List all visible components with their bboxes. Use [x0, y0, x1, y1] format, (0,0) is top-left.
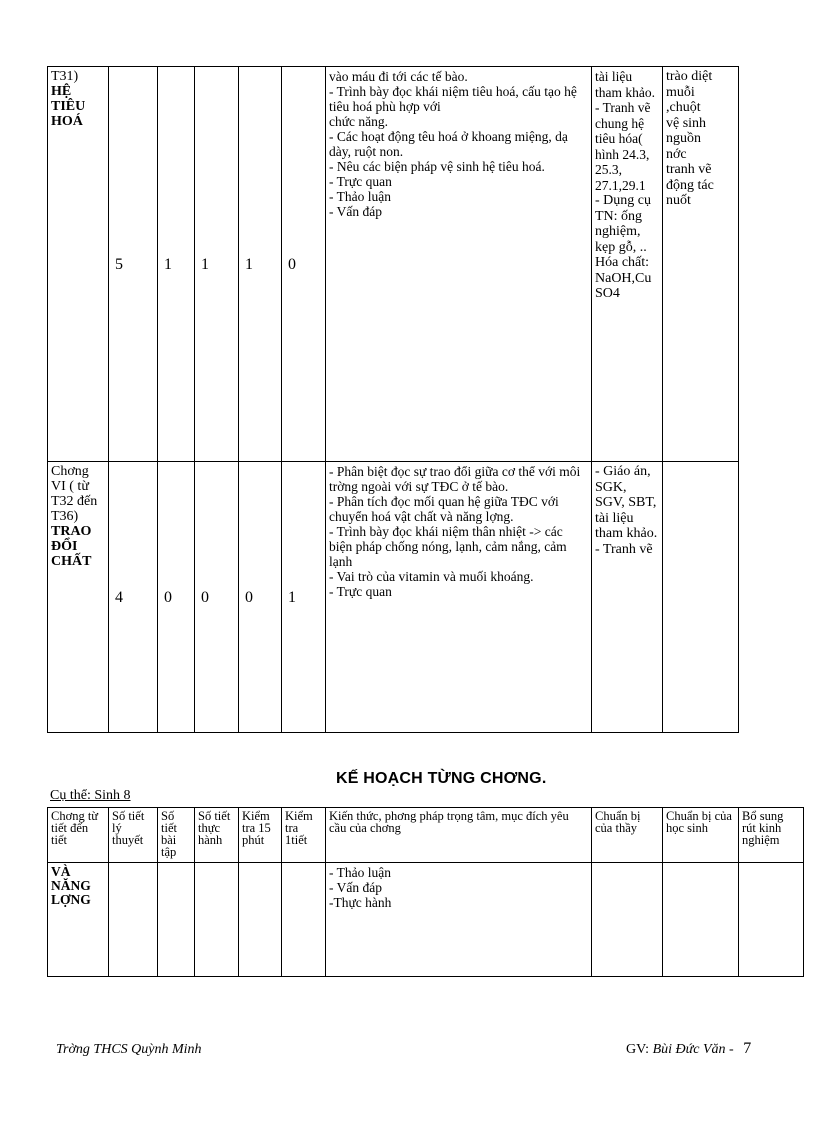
- content-line: - Các hoạt động têu hoá ở khoang miệng, dạ: [329, 129, 568, 144]
- prep-line: động tác: [666, 177, 714, 193]
- empty-cell: [195, 863, 239, 977]
- student-prep-cell: [663, 462, 739, 733]
- footer-teacher: [626, 1040, 751, 1058]
- content-line: tiêu hoá phù hợp với: [329, 99, 441, 114]
- prep-line: SGK,: [595, 479, 627, 495]
- content-line: - Nêu các biện pháp vệ sinh hệ tiêu hoá.: [329, 159, 545, 174]
- prep-line: SGV, SBT,: [595, 495, 657, 510]
- content-line: - Phân biệt đọc sự trao đổi giữa cơ thể với môi: [329, 464, 581, 479]
- theory-count: 5: [109, 67, 158, 462]
- prep-line: tham khảo.: [595, 84, 655, 100]
- practice-count: 1: [195, 67, 239, 462]
- column-header: Chuẩn bị của thầy: [592, 808, 663, 863]
- empty-cell: [663, 863, 739, 977]
- content-line: chuyển hoá vật chất và năng lợng.: [329, 509, 514, 524]
- prep-line: muỗi: [666, 84, 695, 100]
- chapter-name: HỆ TIÊU HOÁ: [51, 84, 86, 129]
- content-line: biện pháp chống nóng, lạnh, cảm nắng, cảm: [329, 539, 567, 554]
- column-header: Kiến thức, phơng pháp trọng tâm, mục đích yêu cầu của chơng: [326, 808, 592, 863]
- empty-cell: [739, 863, 804, 977]
- content-line: - Vấn đáp: [329, 204, 382, 219]
- empty-cell: [109, 863, 158, 977]
- chapter-code: T31): [51, 69, 79, 84]
- teacher-prep-cell: [592, 462, 663, 733]
- empty-cell: [158, 863, 195, 977]
- prep-line: nớc: [666, 146, 687, 162]
- chapter-code: Chơng VI ( từ T32 đến T36): [51, 464, 98, 524]
- test1-count: 1: [282, 462, 326, 733]
- chapter-name: VÀ NĂNG LỢNG: [48, 863, 109, 977]
- prep-line: chung hệ: [595, 115, 645, 131]
- prep-line: nghiệm,: [595, 224, 641, 239]
- prep-line: Hóa chất:: [595, 255, 650, 270]
- subject-label: Cụ thể: Sinh 8: [50, 788, 131, 803]
- prep-line: tiêu hóa(: [595, 131, 643, 146]
- content-line: - Trình bày đọc khái niệm thân nhiệt -> các: [329, 524, 563, 539]
- content-line: -Thực hành: [329, 895, 392, 910]
- theory-count: 4: [109, 462, 158, 733]
- prep-line: - Giáo án,: [595, 464, 651, 479]
- column-header: Chuẩn bị của học sinh: [663, 808, 739, 863]
- prep-line: - Tranh vẽ: [595, 541, 653, 557]
- prep-line: 27.1,29.1: [595, 177, 646, 193]
- prep-line: NaOH,Cu: [595, 270, 652, 286]
- chapter-cell: [48, 67, 109, 462]
- column-header: Số tiết bài tập: [158, 808, 195, 863]
- prep-line: 25.3,: [595, 162, 622, 177]
- content-line: trờng ngoài với sự TĐC ở tế bào.: [329, 479, 509, 494]
- content-line: lạnh: [329, 554, 353, 569]
- column-header: Số tiết thực hành: [195, 808, 239, 863]
- prep-line: tài liệu: [595, 510, 634, 526]
- page-number: 7: [743, 1040, 752, 1057]
- content-line: - Phân tích đọc mối quan hệ giữa TĐC với: [329, 494, 559, 509]
- test15-count: 0: [239, 462, 282, 733]
- prep-line: kẹp gỗ, ..: [595, 239, 647, 255]
- content-line: - Trình bày đọc khái niệm tiêu hoá, cấu tạo hệ: [329, 84, 577, 99]
- content-cell: [326, 462, 592, 733]
- plan-heading: KẾ HOẠCH TỪNG CHƠNG.: [336, 770, 547, 787]
- empty-cell: [239, 863, 282, 977]
- table-row: [48, 462, 739, 733]
- test1-count: 0: [282, 67, 326, 462]
- empty-cell: [592, 863, 663, 977]
- prep-line: tranh vẽ: [666, 162, 712, 177]
- prep-line: - Dụng cụ: [595, 193, 651, 208]
- content-cell: [326, 863, 592, 977]
- content-line: chức năng.: [329, 114, 389, 129]
- prep-line: vệ sinh: [666, 115, 707, 131]
- header-row: [48, 808, 804, 863]
- prep-line: tham khảo.: [595, 526, 658, 541]
- exercise-count: 1: [158, 67, 195, 462]
- table-row: [48, 67, 739, 462]
- empty-cell: [282, 863, 326, 977]
- table-row: [48, 863, 804, 977]
- footer-school: Trờng THCS Quỳnh Minh: [56, 1042, 202, 1057]
- content-line: - Trực quan: [329, 174, 392, 189]
- prep-line: tài liệu: [595, 69, 633, 84]
- prep-line: trào diệt: [666, 69, 713, 84]
- test15-count: 1: [239, 67, 282, 462]
- content-line: - Vấn đáp: [329, 880, 382, 895]
- prep-line: hình 24.3,: [595, 146, 650, 162]
- prep-line: ,chuột: [666, 100, 701, 115]
- chapter-name: TRAO ĐỔI CHẤT: [51, 524, 92, 569]
- column-header: Bổ sung rút kinh nghiệm: [739, 808, 804, 863]
- teacher-prep-cell: [592, 67, 663, 462]
- column-header: Kiểm tra 1tiết: [282, 808, 326, 863]
- prep-line: - Tranh vẽ: [595, 100, 651, 115]
- chapter-cell: [48, 462, 109, 733]
- content-line: - Thảo luận: [329, 189, 391, 204]
- prep-line: SO4: [595, 286, 620, 301]
- exercise-count: 0: [158, 462, 195, 733]
- column-header: Số tiết lý thuyết: [109, 808, 158, 863]
- content-line: - Trực quan: [329, 584, 392, 599]
- content-line: - Thảo luận: [329, 865, 391, 880]
- content-line: vào máu đi tới các tế bào.: [329, 69, 468, 84]
- practice-count: 0: [195, 462, 239, 733]
- content-line: dày, ruột non.: [329, 144, 404, 159]
- student-prep-cell: [663, 67, 739, 462]
- prep-line: TN: ống: [595, 208, 643, 224]
- prep-line: nguồn: [666, 131, 701, 146]
- column-header: Kiểm tra 15 phút: [239, 808, 282, 863]
- chapter-plan-table: [47, 807, 804, 977]
- curriculum-table-continued: [47, 66, 739, 733]
- teacher-label: GV:: [626, 1042, 650, 1057]
- teacher-name: Bùi Đức Văn -: [652, 1042, 734, 1057]
- content-line: - Vai trò của vitamin và muối khoáng.: [329, 569, 534, 584]
- content-cell: [326, 67, 592, 462]
- prep-line: nuốt: [666, 193, 691, 208]
- column-header: Chơng từ tiết đến tiết: [48, 808, 109, 863]
